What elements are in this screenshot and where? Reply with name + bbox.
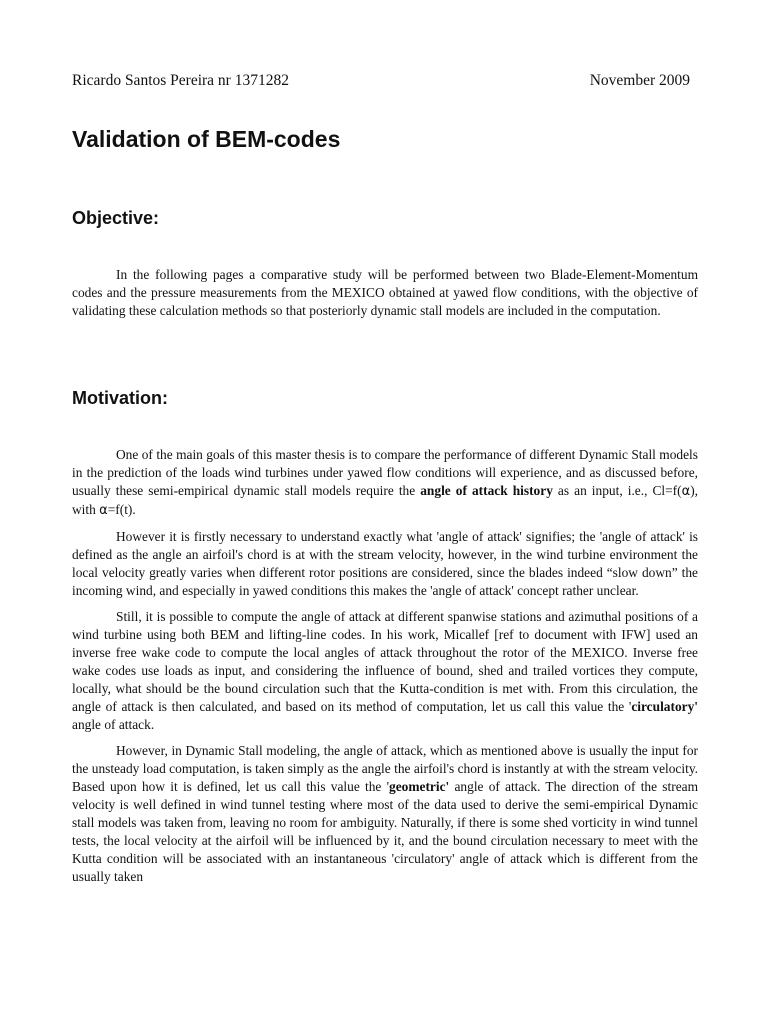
objective-paragraph: In the following pages a comparative study will be performed between two Blade-Element-Momentum codes and the pressure measurements from the MEXICO obtained at yawed flow conditions, with the objective of validating these calculation methods so that posteriorly dynamic stall models are included in the computation. xyxy=(72,267,698,318)
text-run: =f(t). xyxy=(107,502,136,517)
bold-term: geometric' xyxy=(389,779,450,794)
text-run: Still, it is possible to compute the angle of attack at different spanwise stations and azimuthal positions of a wind turbine using both BEM and lifting-line codes. In his work, Micallef [ref to document with IFW] used an inverse free wake code to compute the local angles of attack throughout the rotor of the MEXICO. Inverse free wake codes use loads as input, and considering the influence of bound, shed and trailed vortices they compute, locally, what should be the bound circulation such that the Kutta-condition is met with. From this circulation, the angle of attack is then calculated, and based on its method of computation, let us call this value the ' xyxy=(72,609,698,714)
objective-section xyxy=(72,266,698,328)
motivation-paragraph-4 xyxy=(72,742,698,886)
date-line: November 2009 xyxy=(589,72,690,89)
document-title: Validation of BEM-codes xyxy=(72,126,341,152)
alpha-symbol: α xyxy=(99,503,108,518)
text-run: However, in Dynamic Stall modeling, the angle of attack, which as mentioned above is usually the input for the unsteady load computation, is taken simply as the angle the airfoil's chord is instantly at with the stream velocity. Based upon how it is defined, let us call this value the ' xyxy=(72,743,698,794)
motivation-paragraph-2: However it is firstly necessary to understand exactly what 'angle of attack' signifies; the 'angle of attack' is defined as the angle an airfoil's chord is at with the stream velocity, however, in the wind turbine environment the local velocity greatly varies when different rotor positions are considered, since the blades indeed “slow down” the incoming wind, and especially in yawed conditions this makes the 'angle of attack' concept rather unclear. xyxy=(72,529,698,598)
objective-heading: Objective: xyxy=(72,208,160,228)
header-line xyxy=(72,72,690,90)
text-run: One of the main goals of this master thesis is to compare the performance of different Dynamic Stall models in the prediction of the loads wind turbines under yawed flow conditions will experience, and as discussed before, usually these semi-empirical dynamic stall models require the xyxy=(72,447,698,498)
motivation-heading: Motivation: xyxy=(72,388,168,408)
text-run: angle of attack. The direction of the stream velocity is well defined in wind tunnel testing where most of the data used to derive the semi-empirical Dynamic stall models was taken from, leaving no room for ambiguity. Naturally, if there is some shed vorticity in wind tunnel tests, the local velocity at the airfoil will be influenced by it, and the bound circulation necessary to meet with the Kutta condition will be associated with an instantaneous 'circulatory' angle of attack which is different from the usually taken xyxy=(72,779,698,884)
text-run: angle of attack. xyxy=(72,717,155,732)
alpha-symbol: α xyxy=(681,484,691,499)
motivation-paragraph-1 xyxy=(72,446,698,520)
text-run: as an input, i.e., Cl=f( xyxy=(552,483,682,498)
bold-term: circulatory' xyxy=(631,699,698,714)
author-line: Ricardo Santos Pereira nr 1371282 xyxy=(72,72,289,89)
motivation-paragraph-3 xyxy=(72,608,698,734)
motivation-section xyxy=(72,446,698,894)
text-run: ), with xyxy=(72,483,698,517)
bold-term: angle of attack history xyxy=(420,483,553,498)
